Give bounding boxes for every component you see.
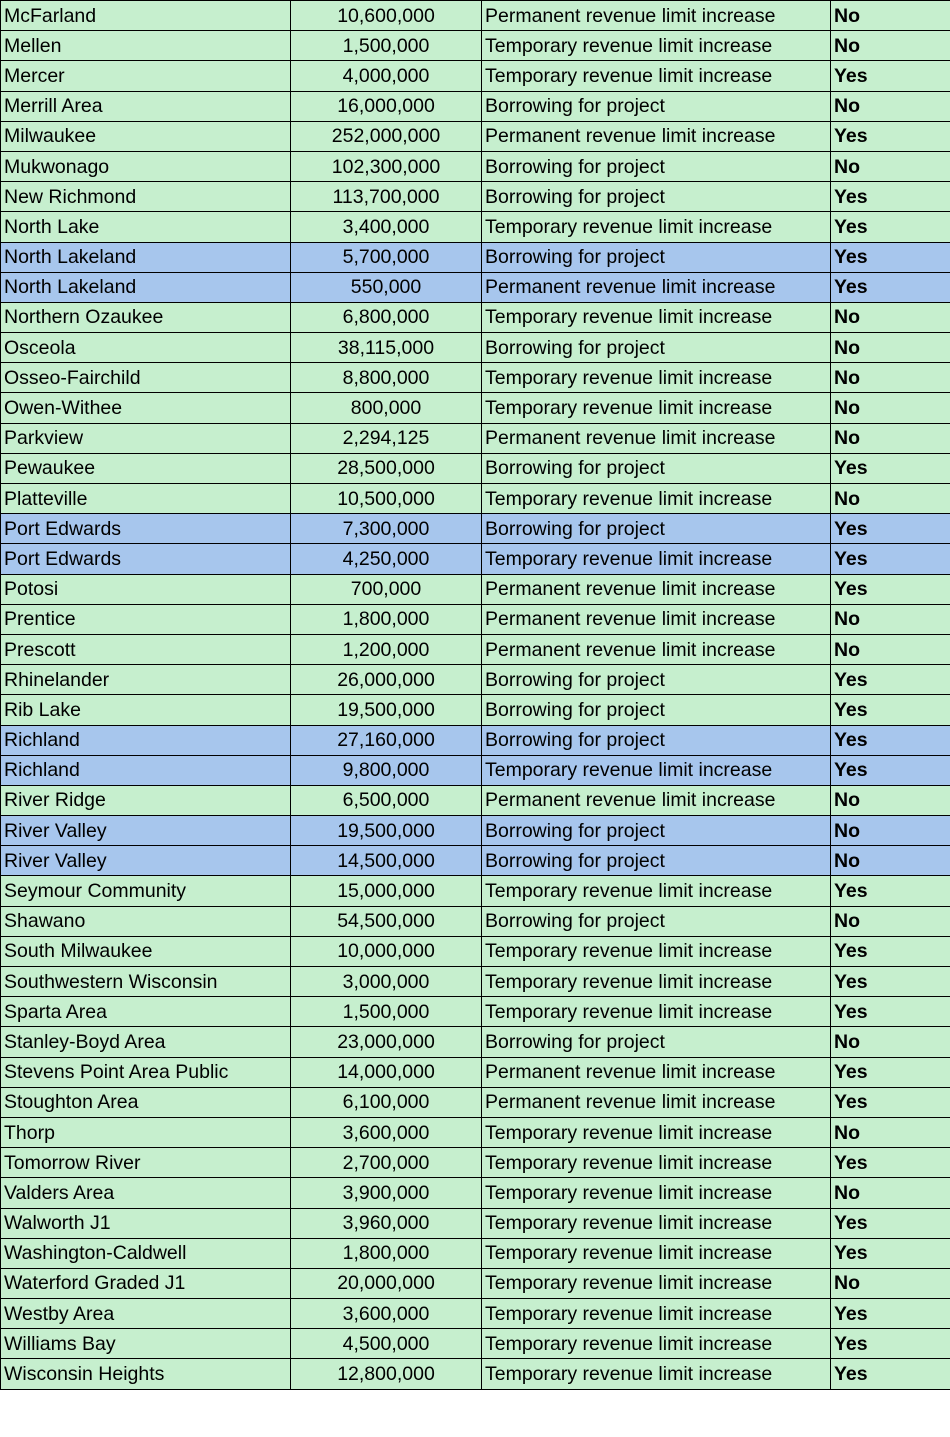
district-cell: Osseo-Fairchild: [1, 363, 291, 393]
district-cell: Prescott: [1, 634, 291, 664]
district-cell: Rib Lake: [1, 695, 291, 725]
result-cell: Yes: [831, 695, 950, 725]
amount-cell: 3,000,000: [291, 967, 482, 997]
district-cell: Richland: [1, 755, 291, 785]
table-row: [1, 604, 950, 634]
question-type-cell: Permanent revenue limit increase: [482, 1057, 831, 1087]
district-cell: Port Edwards: [1, 544, 291, 574]
amount-cell: 2,294,125: [291, 423, 482, 453]
table-row: [1, 846, 950, 876]
question-type-cell: Temporary revenue limit increase: [482, 1117, 831, 1147]
result-cell: No: [831, 151, 950, 181]
result-cell: No: [831, 1, 950, 31]
amount-cell: 1,500,000: [291, 31, 482, 61]
question-type-cell: Permanent revenue limit increase: [482, 121, 831, 151]
question-type-cell: Temporary revenue limit increase: [482, 544, 831, 574]
table-row: [1, 333, 950, 363]
district-cell: Milwaukee: [1, 121, 291, 151]
table-row: [1, 665, 950, 695]
question-type-cell: Borrowing for project: [482, 725, 831, 755]
table-row: [1, 1, 950, 31]
amount-cell: 1,200,000: [291, 634, 482, 664]
table-row: [1, 695, 950, 725]
table-row: [1, 544, 950, 574]
result-cell: Yes: [831, 1087, 950, 1117]
question-type-cell: Temporary revenue limit increase: [482, 876, 831, 906]
result-cell: Yes: [831, 725, 950, 755]
table-row: [1, 453, 950, 483]
amount-cell: 3,600,000: [291, 1299, 482, 1329]
amount-cell: 15,000,000: [291, 876, 482, 906]
question-type-cell: Borrowing for project: [482, 816, 831, 846]
table-row: [1, 634, 950, 664]
district-cell: Mellen: [1, 31, 291, 61]
amount-cell: 8,800,000: [291, 363, 482, 393]
district-cell: Sparta Area: [1, 997, 291, 1027]
amount-cell: 252,000,000: [291, 121, 482, 151]
amount-cell: 6,100,000: [291, 1087, 482, 1117]
district-cell: North Lakeland: [1, 272, 291, 302]
table-row: [1, 1178, 950, 1208]
table-row: [1, 514, 950, 544]
district-cell: Northern Ozaukee: [1, 302, 291, 332]
question-type-cell: Permanent revenue limit increase: [482, 574, 831, 604]
result-cell: Yes: [831, 1208, 950, 1238]
district-cell: River Ridge: [1, 785, 291, 815]
result-cell: No: [831, 91, 950, 121]
result-cell: Yes: [831, 61, 950, 91]
question-type-cell: Permanent revenue limit increase: [482, 272, 831, 302]
table-row: [1, 1238, 950, 1268]
district-cell: Valders Area: [1, 1178, 291, 1208]
result-cell: Yes: [831, 1359, 950, 1389]
table-row: [1, 876, 950, 906]
result-cell: Yes: [831, 665, 950, 695]
question-type-cell: Temporary revenue limit increase: [482, 1299, 831, 1329]
district-cell: Prentice: [1, 604, 291, 634]
amount-cell: 23,000,000: [291, 1027, 482, 1057]
result-cell: No: [831, 302, 950, 332]
question-type-cell: Temporary revenue limit increase: [482, 1359, 831, 1389]
question-type-cell: Permanent revenue limit increase: [482, 604, 831, 634]
question-type-cell: Temporary revenue limit increase: [482, 1238, 831, 1268]
question-type-cell: Permanent revenue limit increase: [482, 634, 831, 664]
amount-cell: 19,500,000: [291, 695, 482, 725]
district-cell: Shawano: [1, 906, 291, 936]
result-cell: Yes: [831, 1238, 950, 1268]
district-cell: Owen-Withee: [1, 393, 291, 423]
result-cell: No: [831, 31, 950, 61]
result-cell: No: [831, 423, 950, 453]
amount-cell: 3,400,000: [291, 212, 482, 242]
result-cell: Yes: [831, 755, 950, 785]
district-cell: North Lakeland: [1, 242, 291, 272]
table-row: [1, 1148, 950, 1178]
result-cell: Yes: [831, 514, 950, 544]
question-type-cell: Borrowing for project: [482, 906, 831, 936]
amount-cell: 38,115,000: [291, 333, 482, 363]
amount-cell: 5,700,000: [291, 242, 482, 272]
result-cell: No: [831, 846, 950, 876]
question-type-cell: Borrowing for project: [482, 1027, 831, 1057]
amount-cell: 800,000: [291, 393, 482, 423]
amount-cell: 1,500,000: [291, 997, 482, 1027]
amount-cell: 102,300,000: [291, 151, 482, 181]
result-cell: No: [831, 816, 950, 846]
question-type-cell: Borrowing for project: [482, 514, 831, 544]
table-row: [1, 393, 950, 423]
table-row: [1, 363, 950, 393]
table-row: [1, 785, 950, 815]
result-cell: Yes: [831, 182, 950, 212]
amount-cell: 1,800,000: [291, 604, 482, 634]
district-cell: Williams Bay: [1, 1329, 291, 1359]
district-cell: Wisconsin Heights: [1, 1359, 291, 1389]
amount-cell: 3,960,000: [291, 1208, 482, 1238]
question-type-cell: Temporary revenue limit increase: [482, 393, 831, 423]
district-cell: Mukwonago: [1, 151, 291, 181]
amount-cell: 700,000: [291, 574, 482, 604]
table-row: [1, 906, 950, 936]
amount-cell: 3,900,000: [291, 1178, 482, 1208]
district-cell: Stanley-Boyd Area: [1, 1027, 291, 1057]
amount-cell: 4,250,000: [291, 544, 482, 574]
table-row: [1, 212, 950, 242]
amount-cell: 6,800,000: [291, 302, 482, 332]
table-body: [1, 1, 950, 1390]
question-type-cell: Temporary revenue limit increase: [482, 1208, 831, 1238]
amount-cell: 10,600,000: [291, 1, 482, 31]
result-cell: Yes: [831, 544, 950, 574]
result-cell: Yes: [831, 1329, 950, 1359]
result-cell: Yes: [831, 997, 950, 1027]
table-row: [1, 1359, 950, 1389]
table-row: [1, 1208, 950, 1238]
question-type-cell: Borrowing for project: [482, 695, 831, 725]
table-row: [1, 1027, 950, 1057]
result-cell: No: [831, 484, 950, 514]
question-type-cell: Permanent revenue limit increase: [482, 785, 831, 815]
amount-cell: 26,000,000: [291, 665, 482, 695]
question-type-cell: Temporary revenue limit increase: [482, 755, 831, 785]
table-row: [1, 423, 950, 453]
question-type-cell: Temporary revenue limit increase: [482, 212, 831, 242]
result-cell: Yes: [831, 453, 950, 483]
question-type-cell: Temporary revenue limit increase: [482, 967, 831, 997]
table-row: [1, 755, 950, 785]
district-cell: Stevens Point Area Public: [1, 1057, 291, 1087]
district-cell: North Lake: [1, 212, 291, 242]
amount-cell: 4,500,000: [291, 1329, 482, 1359]
result-cell: No: [831, 604, 950, 634]
result-cell: No: [831, 1178, 950, 1208]
amount-cell: 10,000,000: [291, 936, 482, 966]
amount-cell: 16,000,000: [291, 91, 482, 121]
result-cell: Yes: [831, 1057, 950, 1087]
district-cell: Southwestern Wisconsin: [1, 967, 291, 997]
result-cell: Yes: [831, 574, 950, 604]
amount-cell: 4,000,000: [291, 61, 482, 91]
question-type-cell: Borrowing for project: [482, 846, 831, 876]
question-type-cell: Temporary revenue limit increase: [482, 1268, 831, 1298]
table-row: [1, 1087, 950, 1117]
question-type-cell: Temporary revenue limit increase: [482, 484, 831, 514]
question-type-cell: Temporary revenue limit increase: [482, 1148, 831, 1178]
district-cell: New Richmond: [1, 182, 291, 212]
amount-cell: 7,300,000: [291, 514, 482, 544]
table-row: [1, 91, 950, 121]
question-type-cell: Borrowing for project: [482, 91, 831, 121]
amount-cell: 550,000: [291, 272, 482, 302]
amount-cell: 20,000,000: [291, 1268, 482, 1298]
district-cell: Merrill Area: [1, 91, 291, 121]
amount-cell: 2,700,000: [291, 1148, 482, 1178]
table-row: [1, 272, 950, 302]
district-cell: McFarland: [1, 1, 291, 31]
table-row: [1, 967, 950, 997]
district-cell: Platteville: [1, 484, 291, 514]
amount-cell: 54,500,000: [291, 906, 482, 936]
question-type-cell: Borrowing for project: [482, 182, 831, 212]
result-cell: No: [831, 1027, 950, 1057]
table-row: [1, 484, 950, 514]
result-cell: No: [831, 785, 950, 815]
amount-cell: 28,500,000: [291, 453, 482, 483]
amount-cell: 113,700,000: [291, 182, 482, 212]
result-cell: Yes: [831, 876, 950, 906]
question-type-cell: Borrowing for project: [482, 333, 831, 363]
amount-cell: 14,500,000: [291, 846, 482, 876]
amount-cell: 1,800,000: [291, 1238, 482, 1268]
question-type-cell: Temporary revenue limit increase: [482, 302, 831, 332]
table-row: [1, 725, 950, 755]
district-cell: Osceola: [1, 333, 291, 363]
question-type-cell: Permanent revenue limit increase: [482, 423, 831, 453]
amount-cell: 3,600,000: [291, 1117, 482, 1147]
question-type-cell: Permanent revenue limit increase: [482, 1087, 831, 1117]
district-cell: Seymour Community: [1, 876, 291, 906]
district-cell: Pewaukee: [1, 453, 291, 483]
table-row: [1, 302, 950, 332]
amount-cell: 9,800,000: [291, 755, 482, 785]
district-cell: Richland: [1, 725, 291, 755]
question-type-cell: Temporary revenue limit increase: [482, 936, 831, 966]
district-cell: Mercer: [1, 61, 291, 91]
result-cell: No: [831, 393, 950, 423]
question-type-cell: Temporary revenue limit increase: [482, 31, 831, 61]
table-row: [1, 242, 950, 272]
result-cell: No: [831, 906, 950, 936]
table-row: [1, 1299, 950, 1329]
table-row: [1, 61, 950, 91]
district-cell: Washington-Caldwell: [1, 1238, 291, 1268]
district-cell: South Milwaukee: [1, 936, 291, 966]
amount-cell: 27,160,000: [291, 725, 482, 755]
result-cell: No: [831, 634, 950, 664]
table-row: [1, 1057, 950, 1087]
table-row: [1, 1329, 950, 1359]
table-row: [1, 121, 950, 151]
district-cell: Walworth J1: [1, 1208, 291, 1238]
district-cell: River Valley: [1, 846, 291, 876]
table-row: [1, 997, 950, 1027]
table-row: [1, 182, 950, 212]
result-cell: Yes: [831, 1148, 950, 1178]
table-row: [1, 936, 950, 966]
result-cell: Yes: [831, 967, 950, 997]
district-cell: Potosi: [1, 574, 291, 604]
district-cell: Rhinelander: [1, 665, 291, 695]
question-type-cell: Temporary revenue limit increase: [482, 1178, 831, 1208]
table-row: [1, 1268, 950, 1298]
result-cell: No: [831, 1268, 950, 1298]
result-cell: Yes: [831, 242, 950, 272]
amount-cell: 14,000,000: [291, 1057, 482, 1087]
question-type-cell: Borrowing for project: [482, 151, 831, 181]
amount-cell: 10,500,000: [291, 484, 482, 514]
question-type-cell: Borrowing for project: [482, 242, 831, 272]
result-cell: No: [831, 1117, 950, 1147]
question-type-cell: Temporary revenue limit increase: [482, 363, 831, 393]
district-cell: Thorp: [1, 1117, 291, 1147]
amount-cell: 19,500,000: [291, 816, 482, 846]
question-type-cell: Borrowing for project: [482, 453, 831, 483]
table-row: [1, 1117, 950, 1147]
district-cell: Port Edwards: [1, 514, 291, 544]
district-cell: Waterford Graded J1: [1, 1268, 291, 1298]
question-type-cell: Temporary revenue limit increase: [482, 997, 831, 1027]
result-cell: No: [831, 333, 950, 363]
table-row: [1, 151, 950, 181]
question-type-cell: Borrowing for project: [482, 665, 831, 695]
district-cell: Parkview: [1, 423, 291, 453]
district-cell: River Valley: [1, 816, 291, 846]
table-row: [1, 31, 950, 61]
amount-cell: 6,500,000: [291, 785, 482, 815]
district-cell: Tomorrow River: [1, 1148, 291, 1178]
amount-cell: 12,800,000: [291, 1359, 482, 1389]
result-cell: Yes: [831, 936, 950, 966]
result-cell: Yes: [831, 272, 950, 302]
table-row: [1, 574, 950, 604]
question-type-cell: Temporary revenue limit increase: [482, 1329, 831, 1359]
table-row: [1, 816, 950, 846]
district-cell: Stoughton Area: [1, 1087, 291, 1117]
question-type-cell: Permanent revenue limit increase: [482, 1, 831, 31]
result-cell: No: [831, 363, 950, 393]
district-cell: Westby Area: [1, 1299, 291, 1329]
result-cell: Yes: [831, 1299, 950, 1329]
question-type-cell: Temporary revenue limit increase: [482, 61, 831, 91]
result-cell: Yes: [831, 121, 950, 151]
result-cell: Yes: [831, 212, 950, 242]
